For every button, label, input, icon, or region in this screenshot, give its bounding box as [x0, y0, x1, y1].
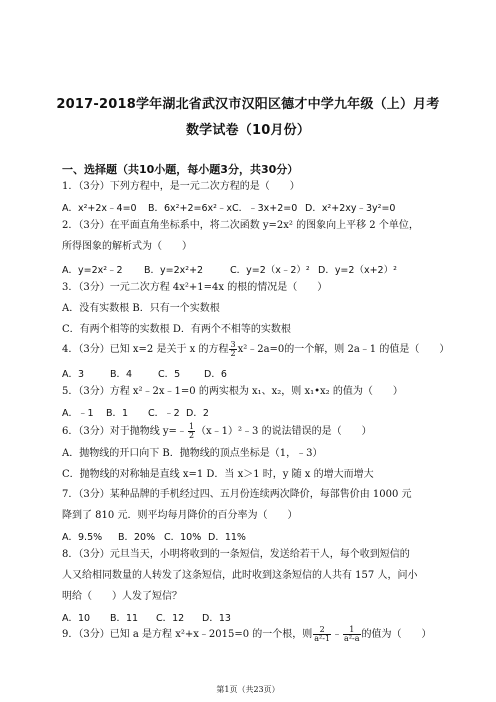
- q4-fraction: [229, 341, 236, 358]
- q4-fraction-numerator: 3: [230, 340, 236, 349]
- q1-option-a: A．x²+2x﹣4=0: [62, 203, 137, 214]
- q4-option-b: B．4: [110, 369, 133, 380]
- q4-fraction-denominator: 2: [230, 349, 236, 358]
- q6-stem-part1: 6．（3分）对于抛物线 y=﹣: [62, 426, 187, 437]
- q9-fraction-2-numerator: 1: [343, 626, 360, 635]
- q4-option-c: C．5: [158, 369, 181, 380]
- question-1-stem: 1．（3分）下列方程中，是一元二次方程的是（ ）: [62, 181, 300, 192]
- q6-fraction-denominator: 2: [188, 431, 195, 440]
- q2-option-c: C．y=2（x﹣2）²: [230, 265, 310, 276]
- question-7-stem-line2: 降到了 810 元．则平均每月降价的百分率为（ ）: [62, 510, 298, 521]
- question-8-stem-line2: 人又给相同数量的人转发了这条短信，此时收到这条短信的人共有 157 人，问小: [62, 570, 418, 581]
- q1-option-d: D．x²+2xy﹣3y²=0: [305, 203, 396, 214]
- question-9-stem: [62, 626, 432, 643]
- q7-option-d: D．11%: [208, 532, 246, 543]
- q6-options-ab: A．抛物线的开口向下 B．抛物线的顶点坐标是（1，﹣3）: [62, 448, 323, 459]
- exam-title-line1: 2017-2018学年湖北省武汉市汉阳区德才中学九年级（上）月考: [56, 97, 440, 112]
- q7-option-c: C．10%: [164, 532, 202, 543]
- q5-option-c: C．﹣2: [148, 408, 180, 419]
- q9-minus-sign: ﹣: [332, 629, 343, 640]
- question-3-stem: 3．（3分）一元二次方程 4x²+1=4x 的根的情况是（ ）: [62, 282, 328, 293]
- q4-stem-part2: 的一个解，则 2a﹣1 的值是（ ）: [284, 344, 450, 355]
- q8-option-a: A．10: [62, 613, 91, 624]
- q2-option-a: A．y=2x²﹣2: [62, 265, 123, 276]
- q9-fraction-1-denominator: a²-1: [314, 634, 331, 643]
- q1-option-b: B．6x²+2=6x²﹣x: [148, 203, 233, 214]
- q8-option-b: B．11: [110, 613, 139, 624]
- question-8-stem-line3: 明给（ ）人发了短信？: [62, 591, 182, 602]
- q4-stem-part1: 4．（3分）已知 x=2 是关于 x 的方程: [62, 344, 229, 355]
- exam-title-line2: 数学试卷（10月份）: [185, 123, 311, 138]
- page-footer: 第1页（共23页）: [216, 685, 280, 694]
- question-7-stem-line1: 7．（3分）某种品牌的手机经过四、五月份连续两次降价，每部售价由 1000 元: [62, 489, 412, 500]
- q3-options-cd: C．有两个相等的实数根 D．有两个不相等的实数根: [62, 324, 291, 335]
- q2-option-b: B．y=2x²+2: [144, 265, 204, 276]
- section-heading: 一、选择题（共10小题，每小题3分，共30分）: [62, 163, 299, 176]
- q5-option-d: D．2: [186, 408, 209, 419]
- q7-option-b: B．20%: [118, 532, 156, 543]
- q9-fraction-2: [343, 626, 360, 643]
- q6-fraction: [188, 423, 195, 440]
- q9-fraction-1: [313, 626, 331, 643]
- q3-options-ab: A．没有实数根 B．只有一个实数根: [62, 303, 220, 314]
- question-6-stem: [62, 423, 372, 440]
- question-5-stem: 5．（3分）方程 x²﹣2x﹣1=0 的两实根为 x₁、x₂，则 x₁•x₂ 的值为（ ）: [62, 386, 403, 397]
- question-2-stem-line2: 所得图象的解析式为（ ）: [62, 241, 192, 252]
- q2-option-d: D．y=2（x+2）²: [318, 265, 397, 276]
- q8-option-d: D．13: [202, 613, 231, 624]
- q7-option-a: A．9.5%: [62, 532, 103, 543]
- question-4-stem: [62, 341, 449, 358]
- q9-fraction-1-numerator: 2: [313, 626, 331, 635]
- q9-stem-part1: 9．（3分）已知 a 是方程 x²+x﹣2015=0 的一个根，则: [62, 629, 313, 640]
- q4-option-d: D．6: [204, 369, 227, 380]
- question-2-stem-line1: 2．（3分）在平面直角坐标系中，将二次函数 y=2x² 的图象向上平移 2 个单位，: [62, 220, 419, 231]
- q9-fraction-2-denominator: a²-a: [344, 634, 360, 643]
- q6-fraction-numerator: 1: [188, 422, 195, 431]
- question-8-stem-line1: 8．（3分）元旦当天，小明将收到的一条短信，发送给若干人，每个收到短信的: [62, 549, 410, 560]
- q8-option-c: C．12: [156, 613, 185, 624]
- q6-options-cd: C．抛物线的对称轴是直线 x=1 D．当 x＞1 时，y 随 x 的增大而增大: [62, 469, 374, 480]
- q5-option-b: B．1: [106, 408, 129, 419]
- q5-option-a: A．﹣1: [62, 408, 94, 419]
- q9-stem-part2: 的值为（ ）: [361, 629, 432, 640]
- q4-stem-equation: x²﹣2a=0: [237, 344, 285, 355]
- q4-option-a: A．3: [62, 369, 85, 380]
- q1-option-c: C．﹣3x+2=0: [232, 203, 298, 214]
- q6-stem-part2: （x﹣1）²﹣3 的说法错误的是（ ）: [196, 426, 372, 437]
